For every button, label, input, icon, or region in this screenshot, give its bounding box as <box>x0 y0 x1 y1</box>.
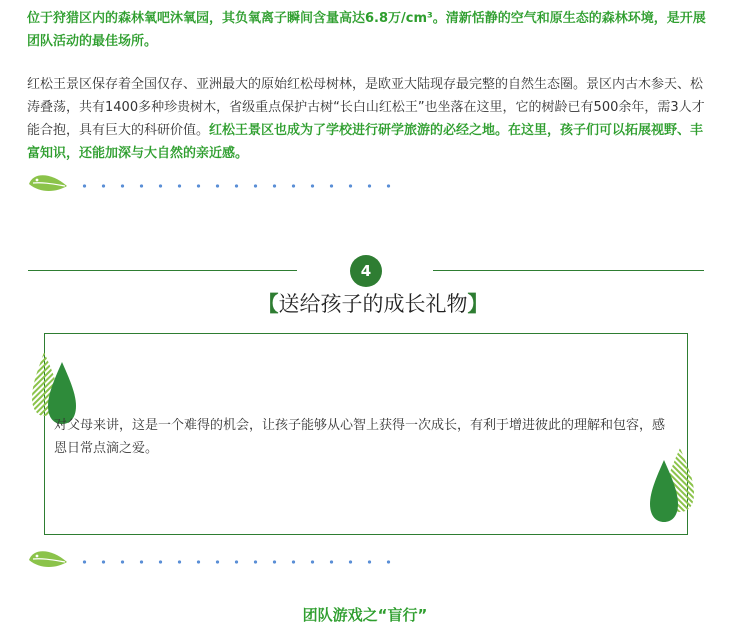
next-section-title: 团队游戏之“盲行” <box>302 606 428 624</box>
bracket-left: 【 <box>257 292 279 316</box>
section-title-text: 送给孩子的成长礼物 <box>278 292 468 316</box>
bird-leaf-icon <box>27 170 71 196</box>
header-rule-left <box>28 270 297 271</box>
dotted-line <box>75 183 405 189</box>
dotted-divider <box>27 170 387 196</box>
dotted-line <box>75 559 405 565</box>
leaf-drop-icon <box>646 446 698 526</box>
bracket-right: 】 <box>467 292 489 316</box>
intro-paragraph-2-text: 红松王景区保存着全国仅存、亚洲最大的原始红松母树林，是欧亚大陆现存最完整的自然生态圈。景区内古木参天、松涛叠荡，共有1400多种珍贵树木，省级重点保护古树“长白山红松王”也坐落在这里，它的树龄已有500余年，需3人才能合抱，具有巨大的科研价值。 <box>27 77 705 138</box>
section-title <box>0 288 746 318</box>
bird-leaf-icon <box>27 546 71 572</box>
intro-paragraph-2-highlight: 红松王景区也成为了学校进行研学旅游的必经之地。在这里，孩子们可以拓展视野、丰富知识，还能加深与大自然的亲近感。 <box>27 123 704 161</box>
header-rule-right <box>433 270 704 271</box>
section-number: 4 <box>360 262 372 280</box>
dotted-divider <box>27 546 387 572</box>
section-body: 对父母来讲，这是一个难得的机会，让孩子能够从心智上获得一次成长，有利于增进彼此的理解和包容，感恩日常点滴之爱。 <box>54 418 666 456</box>
intro-paragraph-2 <box>27 73 707 165</box>
intro-paragraph-1: 位于狩猎区内的森林氧吧沐氧园，其负氧离子瞬间含量高达6.8万/cm³。清新恬静的空气和原生态的森林环境，是开展团队活动的最佳场所。 <box>27 11 706 49</box>
